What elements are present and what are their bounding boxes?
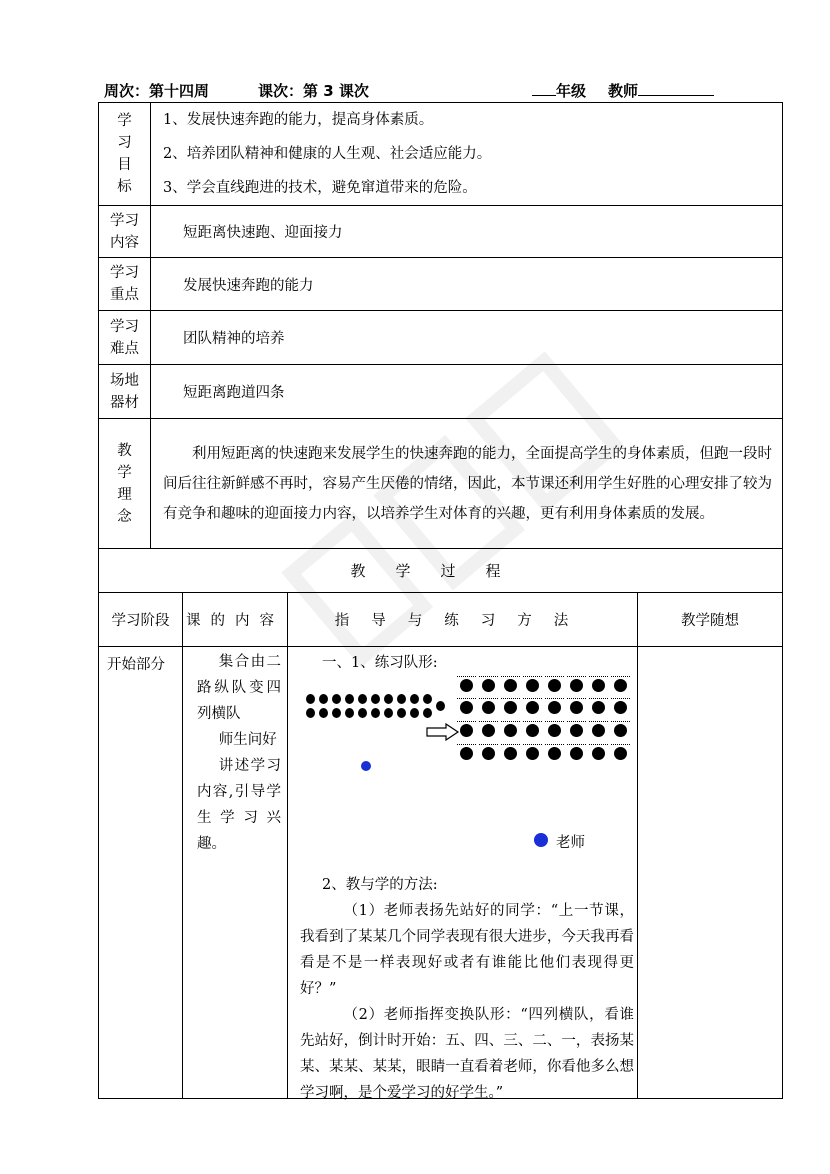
objectives-row (99, 103, 783, 206)
content-item: 集合由二路纵队变四列横队 (197, 654, 281, 722)
week-label: 周次：第十四周 (104, 82, 210, 100)
philosophy-row (99, 419, 783, 549)
content-label: 学习 内容 (99, 206, 151, 258)
philosophy-text: 利用短距离的快速跑来发展学生的快速奔跑的能力，全面提高学生的身体素质，但跑一段时间后往往新鲜感不再时，容易产生厌倦的情绪，因此，本节课还利用学生好胜的心理安排了较为有竞争和趣味的迎面接力内容，以培养学生对体育的兴趣，更有利用身体素质的发展。 (151, 419, 783, 549)
reflection-cell (638, 647, 783, 1099)
venue-row (99, 365, 783, 419)
objective-item: 2、培养团队精神和健康的人生观、社会适应能力。 (163, 146, 492, 162)
stage-start: 开始部分 (99, 647, 183, 1099)
column-reflection: 教学随想 (638, 593, 783, 647)
lesson-plan-table (98, 102, 783, 1099)
process-header-row (99, 593, 783, 647)
column-stage: 学习阶段 (99, 593, 183, 647)
formation-title: 一、1、练习队形: (322, 655, 438, 671)
key-points-value: 发展快速奔跑的能力 (151, 258, 783, 311)
content-value: 短距离快速跑、迎面接力 (151, 206, 783, 258)
column-guide: 指导与练习方法 (288, 593, 638, 647)
venue-value: 短距离跑道四条 (151, 365, 783, 419)
arrow-right-icon (426, 723, 460, 741)
key-points-label: 学习 重点 (99, 258, 151, 311)
teacher-label: 教师 (608, 80, 714, 101)
difficulties-row (99, 311, 783, 365)
teacher-marker-icon (361, 761, 371, 771)
difficulties-value: 团队精神的培养 (151, 311, 783, 365)
method-1: （1）老师表扬先站好的同学：“上一节课，我看到了某某几个同学表现有很大进步，今天我再看看是不是一样表现好或者有谁能比他们表现得更好？” (300, 903, 634, 997)
content-row (99, 206, 783, 258)
objectives-list (151, 103, 783, 206)
formation-guide (288, 647, 637, 1101)
teacher-legend-label: 老师 (556, 835, 585, 851)
column-content: 课的内容 (183, 593, 288, 647)
teacher-legend-icon (534, 833, 548, 847)
lesson-header (104, 80, 724, 102)
start-content (183, 647, 288, 1099)
content-item: 师生问好 (218, 732, 277, 748)
method-2: （2）老师指挥变换队形：“四列横队，看谁先站好，倒计时开始：五、四、三、二、一，表扬某某、某某、某某，眼睛一直看着老师，你看他多么想学习啊，是个爱学习的好学生。” (300, 1007, 634, 1101)
venue-label: 场地 器材 (99, 365, 151, 419)
grade-label: 年级 (532, 80, 586, 101)
difficulties-label: 学习 难点 (99, 311, 151, 365)
process-start-row (99, 647, 783, 1099)
method-title: 2、教与学的方法: (322, 877, 438, 893)
philosophy-label: 教 学 理 念 (99, 419, 151, 549)
content-item: 讲述学习内容,引导学生学习兴趣。 (197, 758, 281, 852)
process-title-row (99, 549, 783, 593)
objectives-label: 学 习 目 标 (99, 103, 151, 206)
key-points-row (99, 258, 783, 311)
guide-cell (288, 647, 638, 1099)
objective-item: 3、学会直线跑进的技术，避免窜道带来的危险。 (163, 180, 477, 196)
process-title: 教学过程 (99, 549, 783, 593)
lesson-number-label: 课次：第 3 课次 (258, 82, 369, 100)
objective-item: 1、发展快速奔跑的能力，提高身体素质。 (163, 112, 434, 128)
